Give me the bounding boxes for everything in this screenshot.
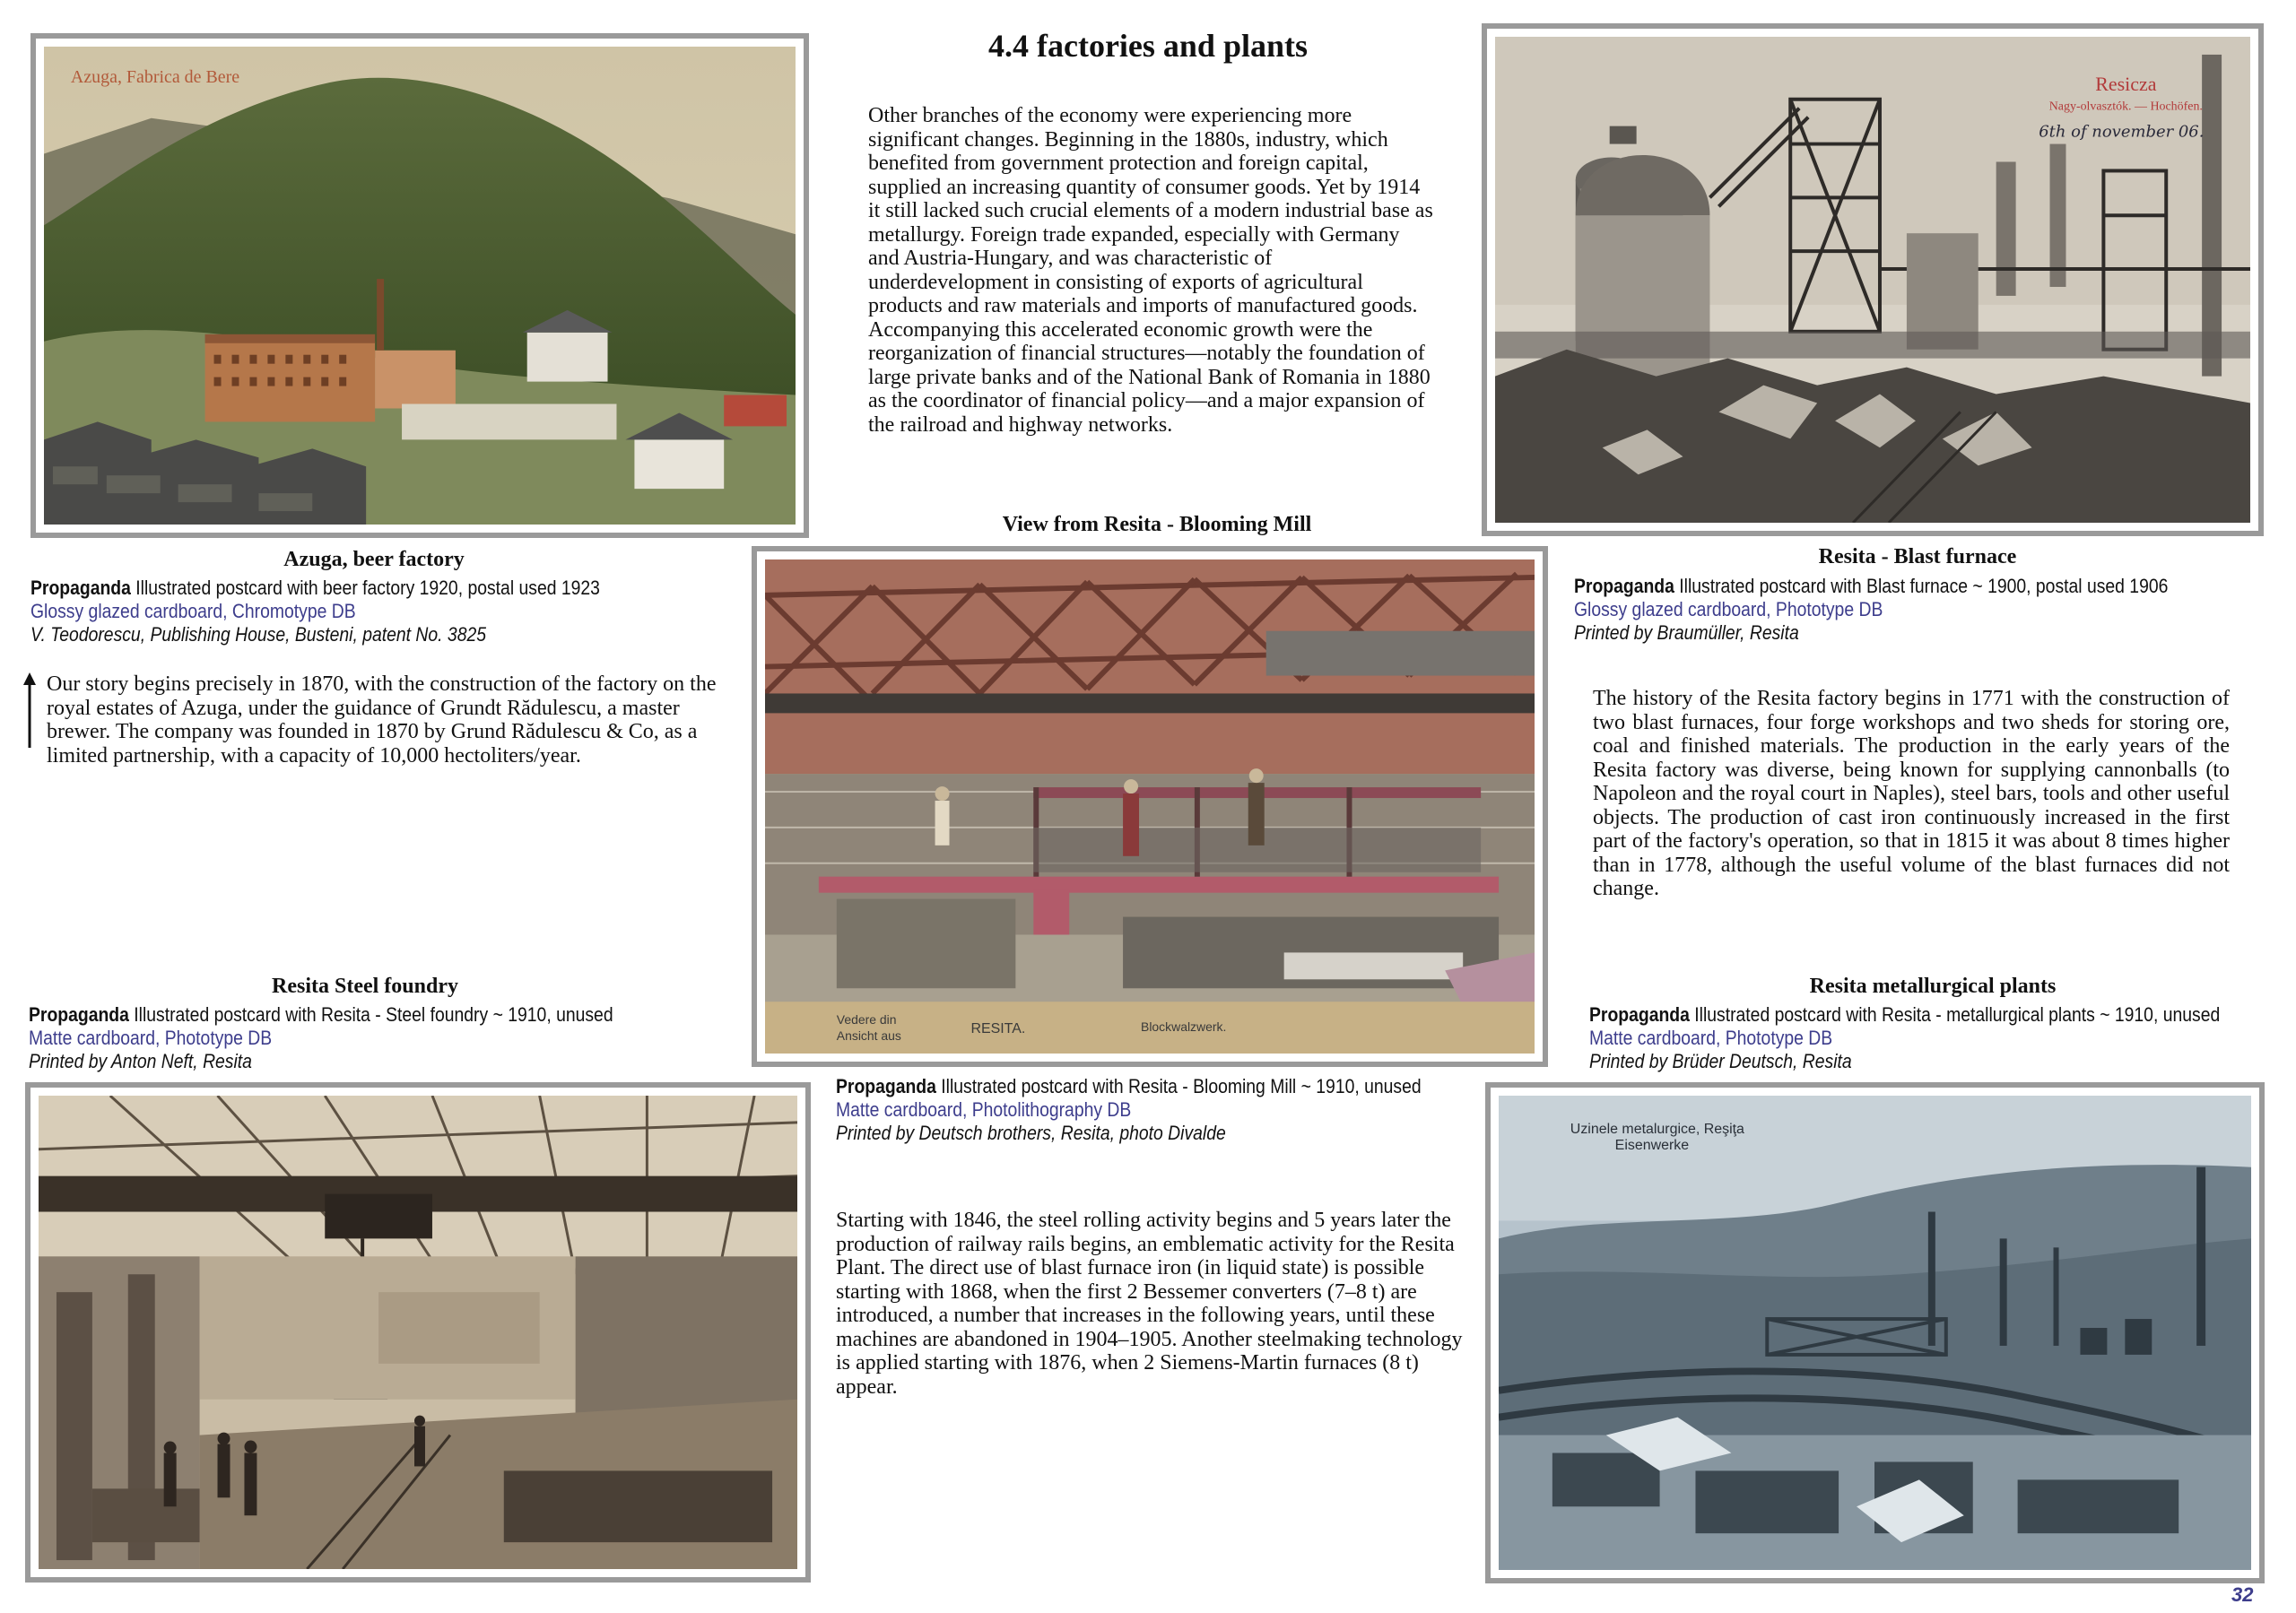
azuga-meta-line2: Glossy glazed cardboard, Chromotype DB [30,600,356,622]
mill-photo-text-left2: Ansicht aus [836,1028,901,1044]
blast-history: The history of the Resita factory begins in 1771 with the construction of two blast furnaces, four forge workshops and two sheds for storing ore, coal and finished materials. The production in the early years of the Resita factory was diverse, being known for supplying cannonballs (to Napoleon and the royal court in Naples), steel bars, tools and other useful objects. The production of cast iron continuously increased in the first part of the factory's operation, so that in 1815 it was about 8 times higher than in 1778, although the useful volume of the blast furnaces did not change. [1593,687,2230,900]
blast-photo-title: Resicza [2095,72,2157,95]
metal-title: Resita metallurgical plants [1809,975,2057,998]
metal-postcard-image [1499,1096,2251,1570]
blast-meta-bold: Propaganda [1574,575,1674,597]
foundry-postcard-image [39,1096,797,1569]
blast-meta [1574,575,2168,645]
mill-meta [836,1075,1422,1145]
mill-postcard-frame [752,546,1548,1067]
foundry-meta-line3: Printed by Anton Neft, Resita [29,1050,252,1072]
blast-meta-line1: Illustrated postcard with Blast furnace ~ 1900, postal used 1906 [1679,575,2169,597]
azuga-postcard-image [44,47,796,525]
foundry-title: Resita Steel foundry [272,975,458,998]
mill-meta-bold: Propaganda [836,1075,936,1097]
azuga-photo-caption: Azuga, Fabrica de Bere [70,66,240,87]
metal-photo-text2: Eisenwerke [1614,1137,1690,1153]
foundry-meta-line2: Matte cardboard, Phototype DB [29,1027,273,1049]
azuga-title: Azuga, beer factory [283,548,465,571]
foundry-postcard-frame [25,1082,811,1583]
blast-photo-handwriting: 6th of november 06. [2039,122,2205,142]
mill-photo-text-left1: Vedere din [836,1012,897,1028]
metal-meta-line1: Illustrated postcard with Resita - metallurgical plants ~ 1910, unused [1694,1003,2221,1026]
blast-meta-line3: Printed by Braumüller, Resita [1574,621,1799,644]
mill-meta-line1: Illustrated postcard with Resita - Blooming Mill ~ 1910, unused [941,1075,1422,1097]
intro-paragraph: Other branches of the economy were experiencing more significant changes. Beginning in the 1880s, industry, which benefited from government protection and foreign capital, supplied an increasing quantity of consumer goods. Yet by 1914 it still lacked such crucial elements of a modern industrial base as metallurgy. Foreign trade expanded, especially with Germany and Austria-Hungary, and was characteristic of underdevelopment in consisting of exports of agricultural products and raw materials and imports of manufactured goods. Accompanying this accelerated economic growth were the reorganization of financial structures—notably the foundation of large private banks and of the National Bank of Romania in 1880 as the coordinator of financial policy—and a major expansion of the railroad and highway networks. [868,104,1433,437]
foundry-meta [29,1003,613,1073]
metal-photo-text1: Uzinele metalurgice, Reşiţa [1570,1121,1744,1137]
azuga-meta [30,577,600,646]
mill-meta-line2: Matte cardboard, Photolithography DB [836,1098,1132,1121]
mill-meta-line3: Printed by Deutsch brothers, Resita, photo Divalde [836,1122,1226,1144]
azuga-story: Our story begins precisely in 1870, with the construction of the factory on the royal estates of Azuga, under the guidance of Grundt Rădulescu, a master brewer. The company was founded in 1870 by Grund Rădulescu & Co, as a limited partnership, with a capacity of 10,000 hectoliters/year. [47,672,717,767]
page-number: 32 [2231,1583,2254,1606]
blast-photo-subtitle: Nagy-olvasztók. — Hochöfen. [2048,100,2203,114]
mill-story: Starting with 1846, the steel rolling activity begins and 5 years later the production of railway rails begins, an emblematic activity for the Resita Plant. The direct use of blast furnace iron (in liquid state) is possible starting with 1868, when the first 2 Bessemer converters (7–8 t) are introduced, a number that increases in the following years, until these machines are abandoned in 1904–1905. Another steelmaking technology is applied starting with 1876, when 2 Siemens-Martin furnaces (8 t) appear. [836,1209,1463,1399]
blast-title: Resita - Blast furnace [1818,545,2017,568]
metal-postcard-frame [1485,1082,2265,1583]
blast-postcard-frame [1482,23,2264,536]
azuga-meta-line1: Illustrated postcard with beer factory 1920, postal used 1923 [135,577,600,599]
foundry-meta-line1: Illustrated postcard with Resita - Steel foundry ~ 1910, unused [134,1003,613,1026]
page-title: 4.4 factories and plants [987,28,1308,64]
azuga-meta-bold: Propaganda [30,577,131,599]
metal-meta-line2: Matte cardboard, Phototype DB [1589,1027,1833,1049]
metal-meta-bold: Propaganda [1589,1003,1690,1026]
blast-postcard-image [1495,37,2250,523]
mill-photo-text-mid: RESITA. [970,1021,1026,1037]
foundry-meta-bold: Propaganda [29,1003,129,1026]
mill-postcard-image [765,559,1535,1054]
mill-photo-text-right: Blockwalzwerk. [1141,1019,1227,1035]
arrow-up-icon [23,672,36,748]
blast-meta-line2: Glossy glazed cardboard, Phototype DB [1574,598,1883,620]
mill-title: View from Resita - Blooming Mill [1002,513,1312,536]
metal-meta-line3: Printed by Brüder Deutsch, Resita [1589,1050,1852,1072]
azuga-postcard-frame [30,33,809,538]
metal-meta [1589,1003,2220,1073]
azuga-meta-line3: V. Teodorescu, Publishing House, Busteni, patent No. 3825 [30,623,486,646]
